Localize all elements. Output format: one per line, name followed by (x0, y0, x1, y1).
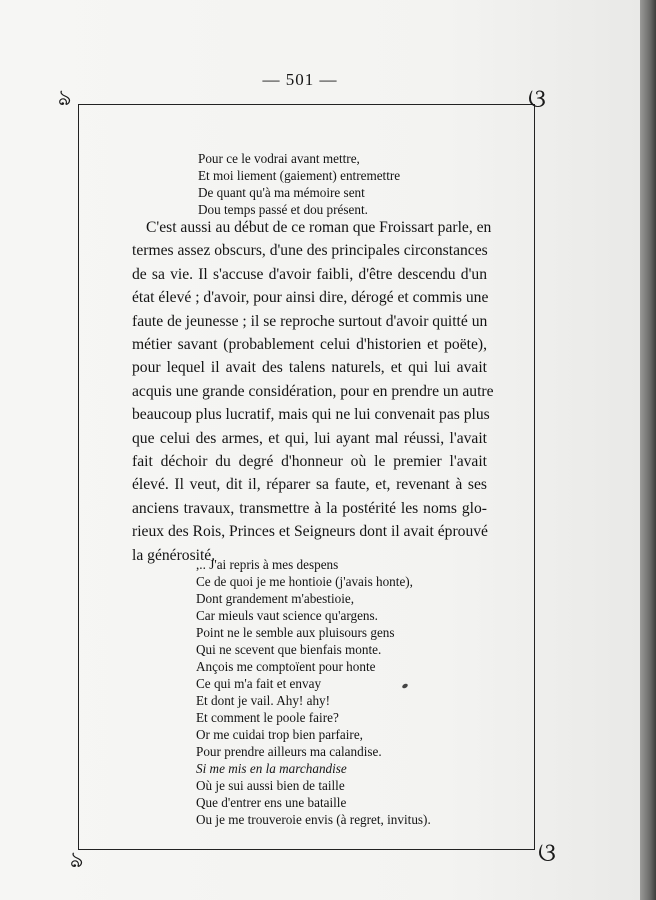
verse-quote-bottom (196, 556, 431, 828)
verse-line: Où je sui aussi bien de taille (196, 778, 345, 793)
body-paragraph (132, 216, 494, 567)
verse-quote-top (198, 150, 400, 218)
verse-line: Et comment le poole faire? (196, 710, 339, 725)
verse-line: Point ne le semble aux pluisours gens (196, 625, 395, 640)
prose-line: pour lequel il avait des talens naturels, et qui lui avait (132, 359, 487, 377)
verse-line: Ce de quoi je me hontioie (j'avais honte), (196, 574, 413, 589)
verse-line: Ançois me comptoïent pour honte (196, 659, 376, 674)
prose-line: fait déchoir du degré d'honneur où le premier l'avait (132, 453, 487, 471)
verse-line: Et moi liement (gaiement) entremettre (198, 168, 401, 183)
verse-line: Dont grandement m'abestioie, (196, 591, 355, 606)
verse-line: ,.. J'ai repris à mes despens (196, 557, 339, 572)
verse-line: De quant qu'à ma mémoire sent (198, 185, 365, 200)
verse-line: Qui ne scevent que bienfais monte. (196, 642, 382, 657)
prose-line: métier savant (probablement celui d'historien et poëte), (132, 336, 487, 354)
scan-edge-shadow (640, 0, 656, 900)
prose-line: termes assez obscurs, d'une des principales circonstances (132, 242, 488, 260)
prose-line: acquis une grande considération, pour en prendre un autre (132, 382, 494, 400)
prose-line: rieux des Rois, Princes et Seigneurs dont il avait éprouvé (132, 523, 488, 541)
verse-line: Dou temps passé et dou présent. (198, 202, 368, 217)
verse-line: Pour prendre ailleurs ma calandise. (196, 744, 382, 759)
prose-line: état élevé ; d'avoir, pour ainsi dire, dérogé et commis une (132, 289, 489, 307)
verse-line: Ce qui m'a fait et envay (196, 676, 322, 691)
prose-line: élevé. Il veut, dit il, réparer sa faute, et, revenant à ses (132, 476, 487, 494)
prose-line: faute de jeunesse ; il se reproche surtout d'avoir quitté un (132, 312, 488, 330)
corner-ornament-top-right-icon: ଓ (528, 84, 546, 114)
corner-ornament-bottom-left-icon: ঌ (70, 848, 84, 873)
prose-line: C'est aussi au début de ce roman que Froissart parle, en (146, 219, 492, 236)
prose-line: beaucoup plus lucratif, mais qui ne lui convenait pas plus (132, 406, 490, 424)
verse-line: Or me cuidai trop bien parfaire, (196, 727, 363, 742)
corner-ornament-bottom-right-icon: ଓ (538, 838, 556, 868)
verse-line: Que d'entrer ens une bataille (196, 795, 347, 810)
verse-line: Et dont je vail. Ahy! ahy! (196, 693, 331, 708)
verse-line: Car mieuls vaut science qu'argens. (196, 608, 378, 623)
corner-ornament-top-left-icon: ঌ (58, 86, 72, 111)
prose-line: que celui des armes, et qui, lui ayant mal réussi, l'avait (132, 429, 487, 447)
prose-line: de sa vie. Il s'accuse d'avoir faibli, d'être descendu d'un (132, 265, 487, 283)
page-number: — 501 — (262, 70, 338, 89)
prose-line: la générosité. (132, 546, 216, 564)
verse-line: Pour ce le vodrai avant mettre, (198, 151, 360, 166)
prose-line: anciens travaux, transmettre à la postérité les noms glo- (132, 499, 487, 517)
verse-line: Ou je me trouveroie envis (à regret, invitus). (196, 812, 431, 827)
verse-line-italic: Si me mis en la marchandise (196, 761, 347, 776)
